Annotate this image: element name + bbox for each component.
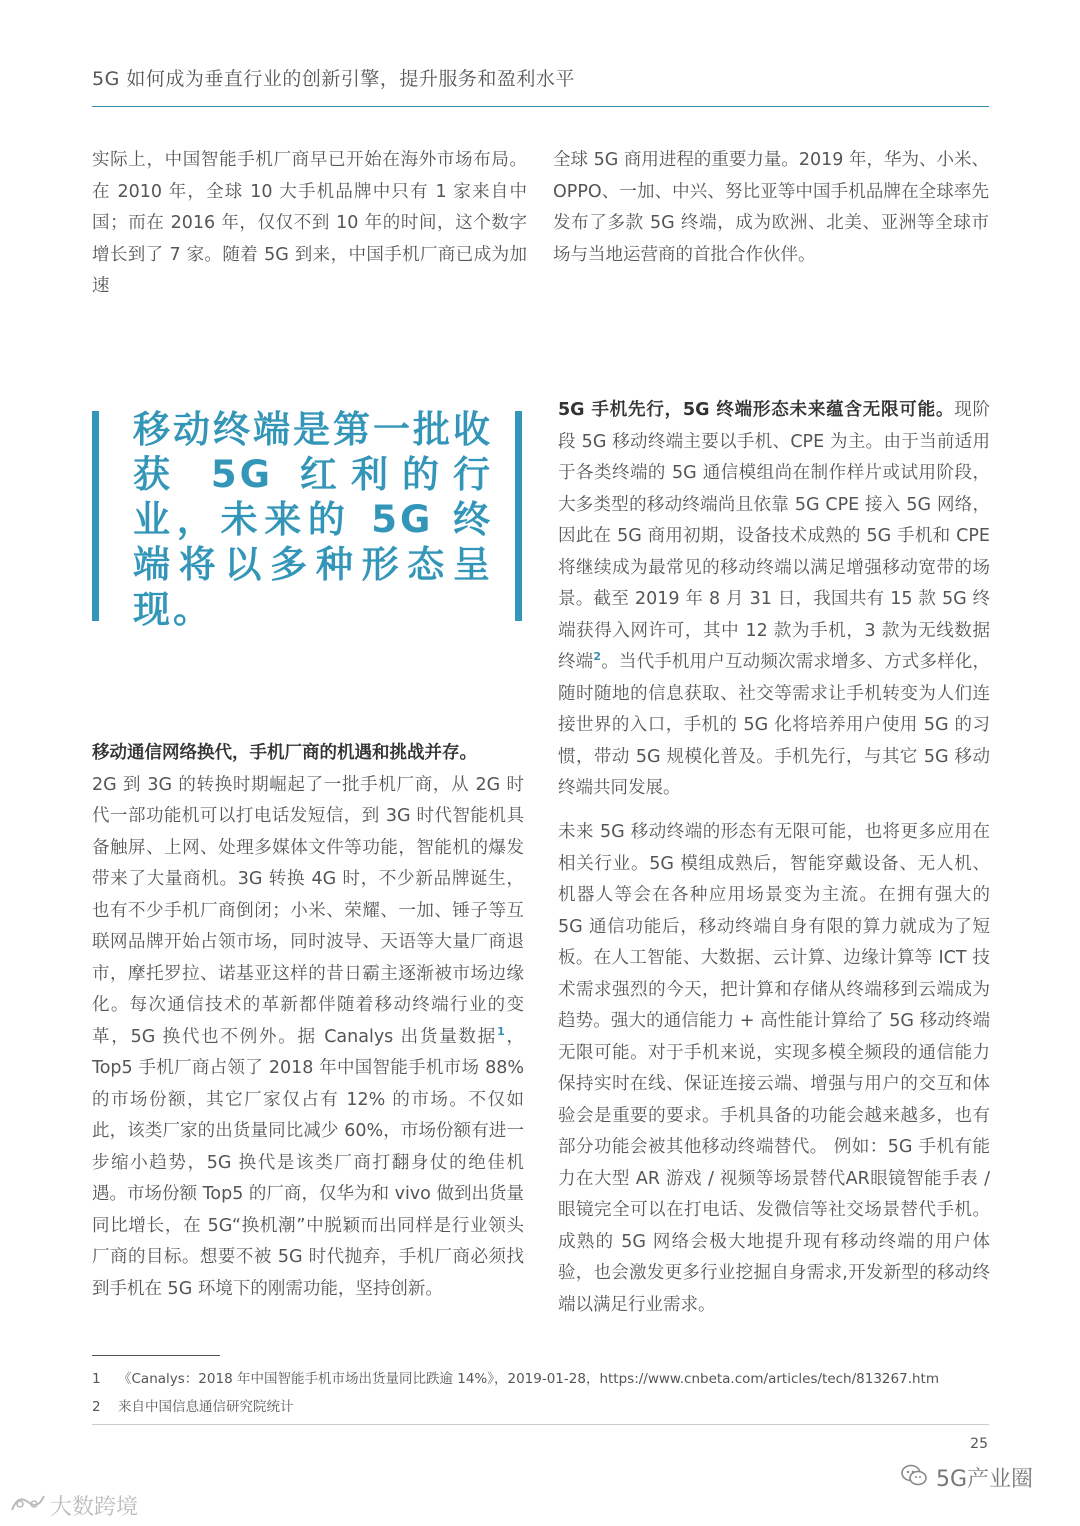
- footnote-divider: [92, 1355, 220, 1356]
- footnote-ref-1[interactable]: 1: [497, 1024, 505, 1038]
- top-right-paragraph: 全球 5G 商用进程的重要力量。2019 年，华为、小米、OPPO、一加、中兴、努比亚等中国手机品牌在全球率先发布了多款 5G 终端，成为欧洲、北美、亚洲等全球市场与当地运营商的首批合作伙伴。: [553, 150, 989, 265]
- watermark-left: [10, 1490, 138, 1521]
- right-section-heading: 5G 手机先行，5G 终端形态未来蕴含无限可能。: [558, 400, 955, 420]
- top-left-paragraph: 实际上，中国智能手机厂商早已开始在海外市场布局。在 2010 年，全球 10 大手机品牌中只有 1 家来自中国；而在 2016 年，仅仅不到 10 年的时间，这个数字增长到了 7 家。随着 5G 到来，中国手机厂商已成为加速: [92, 150, 527, 296]
- left-section-heading: 移动通信网络换代，手机厂商的机遇和挑战并存。: [92, 743, 477, 763]
- bottom-divider: [92, 1424, 989, 1425]
- left-section-paragraph: [92, 738, 524, 1305]
- watermark-right: [900, 1462, 1033, 1493]
- footnote-number: 2: [92, 1399, 101, 1415]
- wechat-icon: [900, 1463, 928, 1493]
- left-section-body-b: ，Top5 手机厂商占领了 2018 年中国智能手机市场 88% 的市场份额，其它厂家仅占有 12% 的市场。不仅如此，该类厂家的出货量同比减少 60%，市场份额有进一步缩小趋势，5G 换代是该类厂商打翻身仗的绝佳机遇。市场份额 Top5 的厂商，仅华为和 vivo 做到出货量同比增长，在 5G“换机潮”中脱颖而出同样是行业领头厂商的目标。想要不被 5G 时代抛弃，手机厂商必须找到手机在 5G 环境下的刚需功能，坚持创新。: [92, 1026, 525, 1299]
- footnote-text: 来自中国信息通信研究院统计: [118, 1399, 294, 1415]
- watermark-left-text: 大数跨境: [50, 1495, 139, 1520]
- footnote-1: [92, 1367, 939, 1387]
- right-section-paragraph: [558, 395, 990, 805]
- watermark-right-text: 5G产业圈: [936, 1467, 1034, 1492]
- right-section-body-b: 。当代手机用户互动频次需求增多、方式多样化，随时随地的信息获取、社交等需求让手机转变为人们连接世界的入口，手机的 5G 化将培养用户使用 5G 的习惯，带动 5G 规模化普及。手机先行，与其它 5G 移动终端共同发展。: [558, 652, 991, 798]
- pull-quote-text: 移动终端是第一批收获 5G 红利的行业，未来的 5G 终端将以多种形态呈现。: [133, 408, 493, 631]
- header-divider: [92, 106, 989, 107]
- footnote-text: 《Canalys：2018 年中国智能手机市场出货量同比跌逾 14%》，2019-01-28，https://www.cnbeta.com/articles/tech/813267.htm: [118, 1371, 939, 1387]
- left-section-body-a: 2G 到 3G 的转换时期崛起了一批手机厂商，从 2G 时代一部功能机可以打电话发短信，到 3G 时代智能机具备触屏、上网、处理多媒体文件等功能，智能机的爆发带来了大量商机。3G 转换 4G 时，不少新品牌诞生，也有不少手机厂商倒闭；小米、荣耀、一加、锤子等互联网品牌开始占领市场，同时波导、天语等大量厂商退市，摩托罗拉、诺基亚这样的昔日霸主逐渐被市场边缘化。每次通信技术的革新都伴随着移动终端行业的变革，5G 换代也不例外。据 Canalys 出货量数据: [92, 774, 524, 1047]
- brand-logo-icon: [10, 1492, 46, 1520]
- pull-quote-box: [92, 408, 522, 631]
- footnote-number: 1: [92, 1371, 101, 1387]
- page-header-title: 5G 如何成为垂直行业的创新引擎，提升服务和盈利水平: [92, 68, 575, 90]
- footnote-ref-2[interactable]: 2: [593, 650, 602, 664]
- page-number: 25: [970, 1436, 988, 1452]
- right-section-body-a: 现阶段 5G 移动终端主要以手机、CPE 为主。由于当前适用于各类终端的 5G 通信模组尚在制作样片或试用阶段，大多类型的移动终端尚且依靠 5G CPE 接入 5G 网络，因此在 5G 商用初期，设备技术成熟的 5G 手机和 CPE 将继续成为最常见的移动终端以满足增强移动宽带的场景。截至 2019 年 8 月 31 日，我国共有 15 款 5G 终端获得入网许可，其中 12 款为手机，3 款为无线数据终端: [558, 400, 990, 672]
- footnote-2: [92, 1395, 294, 1415]
- right-section-paragraph-2: 未来 5G 移动终端的形态有无限可能，也将更多应用在相关行业。5G 模组成熟后，智能穿戴设备、无人机、机器人等会在各种应用场景变为主流。在拥有强大的 5G 通信功能后，移动终端自身有限的算力就成为了短板。在人工智能、大数据、云计算、边缘计算等 ICT 技术需求强烈的今天，把计算和存储从终端移到云端成为趋势。强大的通信能力 + 高性能计算给了 5G 移动终端无限可能。对于手机来说，实现多模全频段的通信能力保持实时在线、保证连接云端、增强与用户的交互和体验会是重要的要求。手机具备的功能会越来越多，也有部分功能会被其他移动终端替代。 例如：5G 手机有能力在大型 AR 游戏 / 视频等场景替代AR眼镜智能手表 / 眼镜完全可以在打电话、发微信等社交场景替代手机。成熟的 5G 网络会极大地提升现有移动终端的用户体验，也会激发更多行业挖掘自身需求,开发新型的移动终端以满足行业需求。: [558, 822, 990, 1315]
